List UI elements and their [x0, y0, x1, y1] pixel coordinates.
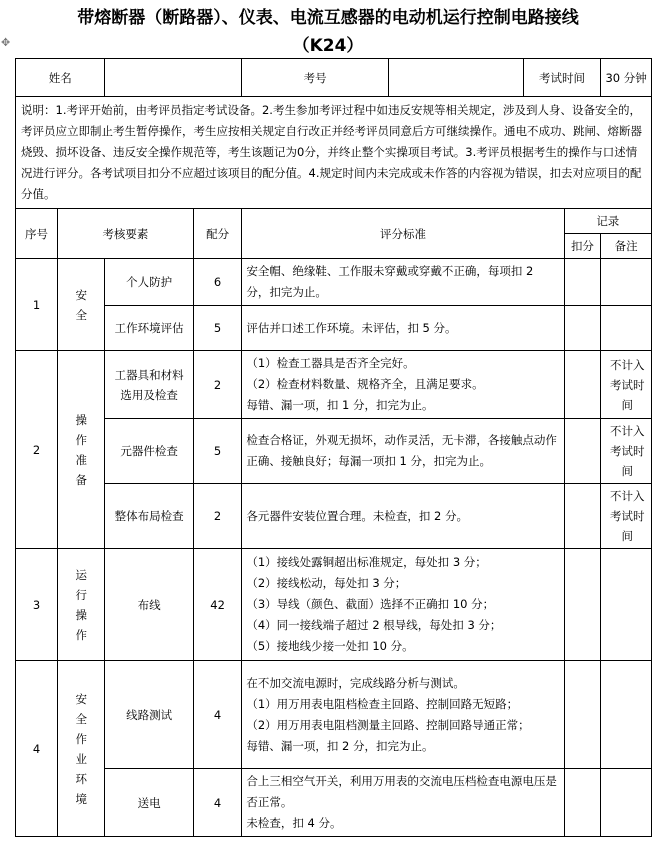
item-criteria: 合上三相空气开关，利用万用表的交流电压档检查电源电压是否正常。 未检查，扣 4 分。	[242, 769, 564, 837]
deduct-field[interactable]	[564, 351, 601, 419]
header-remark: 备注	[601, 234, 652, 259]
exam-no-label: 考号	[242, 59, 389, 97]
header-deduct: 扣分	[564, 234, 601, 259]
header-points: 配分	[193, 209, 242, 259]
item-points: 4	[193, 661, 242, 769]
item-name: 个人防护	[105, 259, 193, 306]
item-points: 5	[193, 306, 242, 351]
item-criteria: （1）接线处露铜超出标准规定，每处扣 3 分； （2）接线松动，每处扣 3 分； （3）导线（颜色、截面）选择不正确扣 10 分； （4）同一接线端子超过 2 根导线，每处扣 3 分； （5）接地线少接一处扣 10 分。	[242, 549, 564, 661]
deduct-field[interactable]	[564, 259, 601, 306]
title-line-2: （K24）	[292, 36, 364, 56]
remark-cell: 不计入考试时间	[601, 419, 652, 484]
table-row	[16, 419, 652, 484]
deduct-field[interactable]	[564, 661, 601, 769]
item-criteria: （1）检查工器具是否齐全完好。 （2）检查材料数量、规格齐全，且满足要求。 每错、漏一项，扣 1 分，扣完为止。	[242, 351, 564, 419]
deduct-field[interactable]	[564, 769, 601, 837]
header-seq: 序号	[16, 209, 58, 259]
item-criteria: 安全帽、绝缘鞋、工作服未穿戴或穿戴不正确，每项扣 2 分，扣完为止。	[242, 259, 564, 306]
item-criteria: 评估并口述工作环境。未评估，扣 5 分。	[242, 306, 564, 351]
remark-cell	[601, 259, 652, 306]
instructions-row	[16, 97, 652, 209]
instructions-text: 说明：1.考评开始前，由考评员指定考试设备。2.考生参加考评过程中如违反安规等相关规定，涉及到人身、设备安全的，考评员应立即制止考生暂停操作，考生应按相关规定自行改正并经考评员同意后方可继续操作。通电不成功、跳闸、熔断器烧毁、损坏设备、违反安全操作规范等，考生该题记为0分，并终止整个实操项目考试。3.考评员根据考生的操作与口述情况进行评分。各考试项目扣分不应超过该项目的配分值。4.规定时间内未完成或未作答的内容视为错误，扣去对应项目的配分值。	[16, 97, 652, 209]
remark-cell	[601, 306, 652, 351]
section-category: 安全作业环境	[58, 661, 105, 837]
document-title	[0, 4, 656, 60]
info-row	[16, 59, 652, 97]
table-row	[16, 484, 652, 549]
remark-cell: 不计入考试时间	[601, 484, 652, 549]
item-name: 整体布局检查	[105, 484, 193, 549]
item-criteria: 在不加交流电源时，完成线路分析与测试。 （1）用万用表电阻档检查主回路、控制回路无短路； （2）用万用表电阻档测量主回路、控制回路导通正常； 每错、漏一项，扣 2 分，扣完为止。	[242, 661, 564, 769]
item-name: 线路测试	[105, 661, 193, 769]
item-points: 2	[193, 351, 242, 419]
section-seq: 2	[16, 351, 58, 549]
deduct-field[interactable]	[564, 306, 601, 351]
item-points: 4	[193, 769, 242, 837]
section-category: 操作准备	[58, 351, 105, 549]
item-criteria: 检查合格证，外观无损坏，动作灵活，无卡滞，各接触点动作正确、接触良好；每漏一项扣 1 分，扣完为止。	[242, 419, 564, 484]
remark-cell	[601, 661, 652, 769]
exam-time-label: 考试时间	[523, 59, 601, 97]
header-elements: 考核要素	[58, 209, 194, 259]
table-row	[16, 769, 652, 837]
section-seq: 1	[16, 259, 58, 351]
exam-no-field[interactable]	[388, 59, 523, 97]
remark-cell: 不计入考试时间	[601, 351, 652, 419]
remark-cell	[601, 769, 652, 837]
remark-cell	[601, 549, 652, 661]
header-record: 记录	[564, 209, 651, 234]
name-label: 姓名	[16, 59, 105, 97]
section-category: 运行操作	[58, 549, 105, 661]
deduct-field[interactable]	[564, 484, 601, 549]
table-row	[16, 661, 652, 769]
title-line-1: 带熔断器（断路器）、仪表、电流互感器的电动机运行控制电路接线	[77, 8, 579, 28]
item-points: 6	[193, 259, 242, 306]
header-criteria: 评分标准	[242, 209, 564, 259]
exam-time-value: 30 分钟	[601, 59, 652, 97]
name-field[interactable]	[105, 59, 242, 97]
table-row	[16, 351, 652, 419]
section-seq: 3	[16, 549, 58, 661]
table-row	[16, 306, 652, 351]
item-points: 2	[193, 484, 242, 549]
deduct-field[interactable]	[564, 419, 601, 484]
deduct-field[interactable]	[564, 549, 601, 661]
section-category: 安全	[58, 259, 105, 351]
section-seq: 4	[16, 661, 58, 837]
item-name: 工器具和材料选用及检查	[105, 351, 193, 419]
item-name: 送电	[105, 769, 193, 837]
table-row	[16, 549, 652, 661]
item-name: 工作环境评估	[105, 306, 193, 351]
assessment-table	[15, 58, 652, 837]
item-criteria: 各元器件安装位置合理。未检查，扣 2 分。	[242, 484, 564, 549]
item-name: 布线	[105, 549, 193, 661]
item-name: 元器件检查	[105, 419, 193, 484]
header-row-1	[16, 209, 652, 234]
item-points: 42	[193, 549, 242, 661]
table-row	[16, 259, 652, 306]
table-move-handle-icon[interactable]: ✥	[1, 36, 11, 49]
item-points: 5	[193, 419, 242, 484]
